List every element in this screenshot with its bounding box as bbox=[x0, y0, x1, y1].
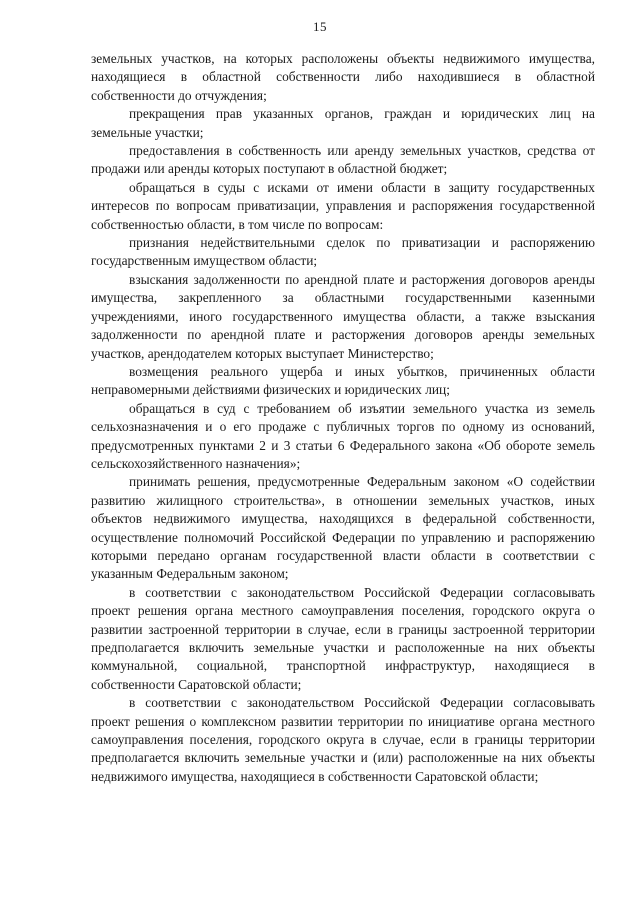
paragraph: возмещения реального ущерба и иных убытков, причиненных области неправомерными действиями физических и юридических лиц; bbox=[91, 363, 595, 398]
paragraph: признания недействительными сделок по приватизации и распоряжению государственным имуществом области; bbox=[91, 235, 595, 269]
paragraph: предоставления в собственность или аренду земельных участков, средства от продажи или аренды которых поступают в областной бюджет; bbox=[91, 143, 595, 177]
paragraph: в соответствии с законодательством Российской Федерации согласовывать проект решения о комплексном развитии территории по инициативе органа местного самоуправления поселения, городского округа в случае, если в границы территории предполагается включить земельные участки и (или) расположенные на них объекты недвижимого имущества, находящиеся в собственности Саратовской области; bbox=[91, 695, 595, 784]
page-number: 15 bbox=[313, 19, 327, 34]
paragraph: земельных участков, на которых расположены объекты недвижимого имущества, находящиеся в областной собственности либо находившиеся в областной собственности до отчуждения; bbox=[91, 51, 595, 103]
document-body bbox=[91, 50, 595, 786]
paragraph: обращаться в суд с требованием об изъятии земельного участка из земель сельхозназначения и о его продаже с публичных торгов по одному из оснований, предусмотренных пунктами 2 и 3 статьи 6 Федерального закона «Об обороте земель сельскохозяйственного назначения»; bbox=[91, 400, 595, 471]
paragraph: прекращения прав указанных органов, граждан и юридических лиц на земельные участки; bbox=[91, 106, 595, 140]
paragraph: принимать решения, предусмотренные Федеральным законом «О содействии развитию жилищного строительства», в отношении земельных участков, иных объектов недвижимого имущества, находящихся в федеральной собственности, осуществление полномочий Российской Федерации по управлению и распоряжению которыми передано органам государственной власти области в соответствии с указанным Федеральным законом; bbox=[91, 474, 595, 582]
paragraph: в соответствии с законодательством Российской Федерации согласовывать проект решения органа местного самоуправления поселения, городского округа о развитии застроенной территории в случае, если в границы застроенной территории предполагается включить земельные участки и расположенные на них объекты коммунальной, социальной, транспортной инфраструктур, находящиеся в собственности Саратовской области; bbox=[91, 584, 595, 692]
paragraph: взыскания задолженности по арендной плате и расторжения договоров аренды имущества, закрепленного за областными государственными казенными учреждениями, иного государственного имущества области, а также взыскания задолженности по арендной плате и расторжения договоров аренды земельных участков, арендодателем которых выступает Министерство; bbox=[91, 271, 595, 361]
paragraph: обращаться в суды с исками от имени области в защиту государственных интересов по вопросам приватизации, управления и распоряжения государственной собственностью области, в том числе по вопросам: bbox=[91, 179, 595, 232]
